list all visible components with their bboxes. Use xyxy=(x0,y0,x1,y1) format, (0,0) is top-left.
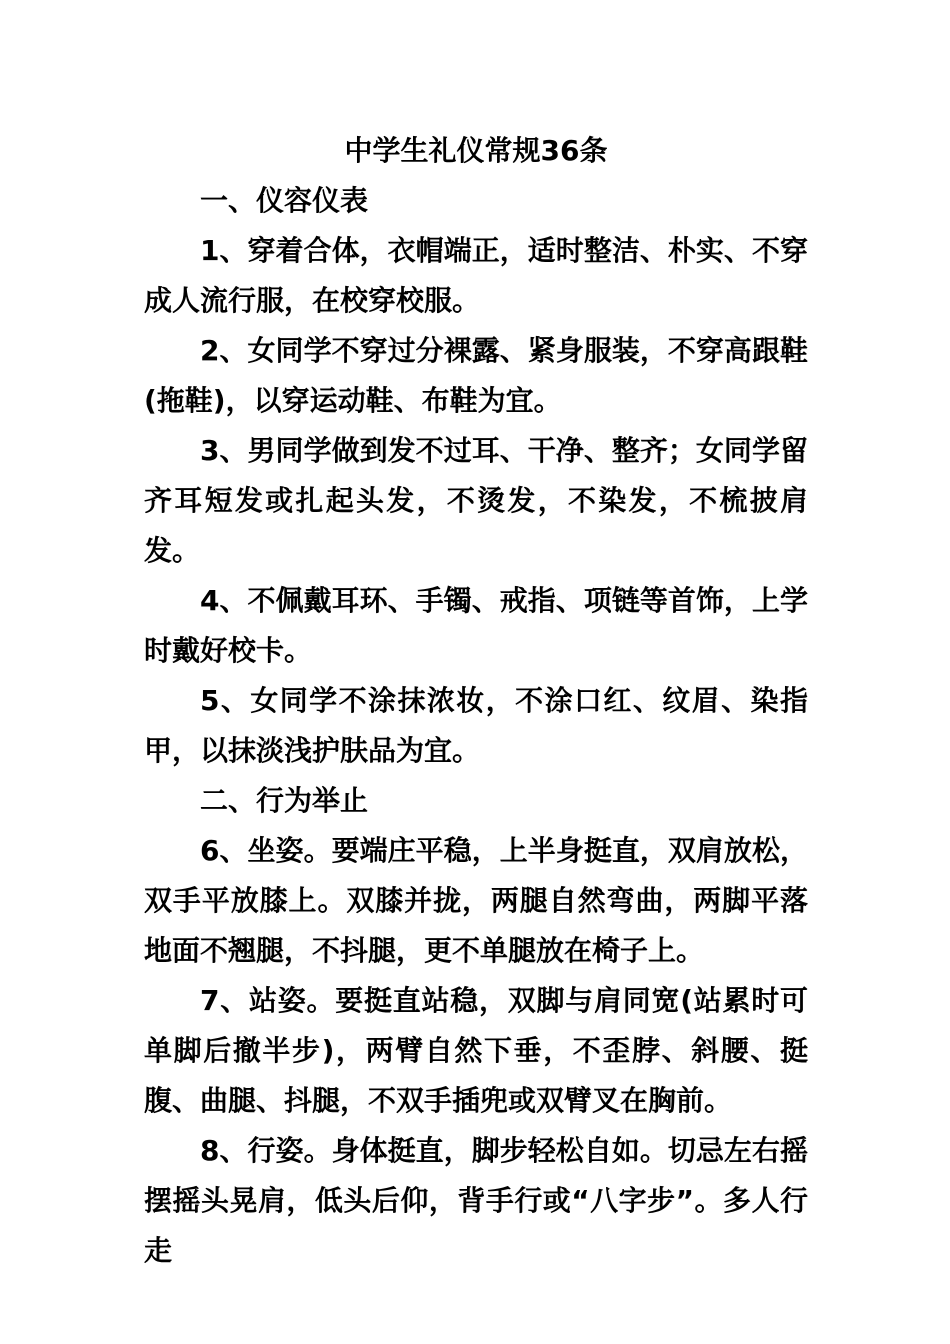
rule-item: 7、站姿。要挺直站稳，双脚与肩同宽(站累时可单脚后撤半步)，两臂自然下垂，不歪脖、斜腰、挺腹、曲腿、抖腿，不双手插兜或双臂叉在胸前。 xyxy=(144,984,808,1117)
document-page xyxy=(144,126,808,1276)
section-heading: 一、仪容仪表 xyxy=(200,184,369,217)
rule-item: 6、坐姿。要端庄平稳，上半身挺直，双肩放松，双手平放膝上。双膝并拢，两腿自然弯曲，两脚平落地面不翘腿，不抖腿，更不单腿放在椅子上。 xyxy=(144,834,808,967)
document-title: 中学生礼仪常规36条 xyxy=(344,134,608,167)
section-appearance xyxy=(144,176,808,776)
rule-item: 3、男同学做到发不过耳、干净、整齐；女同学留齐耳短发或扎起头发，不烫发，不染发，不梳披肩发。 xyxy=(144,434,808,567)
rule-item: 1、穿着合体，衣帽端正，适时整洁、朴实、不穿成人流行服，在校穿校服。 xyxy=(144,234,808,317)
rule-item: 2、女同学不穿过分裸露、紧身服装，不穿高跟鞋(拖鞋)，以穿运动鞋、布鞋为宜。 xyxy=(144,334,808,417)
section-heading: 二、行为举止 xyxy=(200,784,369,817)
rule-item: 5、女同学不涂抹浓妆，不涂口红、纹眉、染指甲，以抹淡浅护肤品为宜。 xyxy=(144,684,808,767)
rule-item: 8、行姿。身体挺直，脚步轻松自如。切忌左右摇摆摇头晃肩，低头后仰，背手行或“八字步”。多人行走 xyxy=(144,1134,808,1267)
section-behavior xyxy=(144,776,808,1276)
rule-item: 4、不佩戴耳环、手镯、戒指、项链等首饰，上学时戴好校卡。 xyxy=(144,584,808,667)
